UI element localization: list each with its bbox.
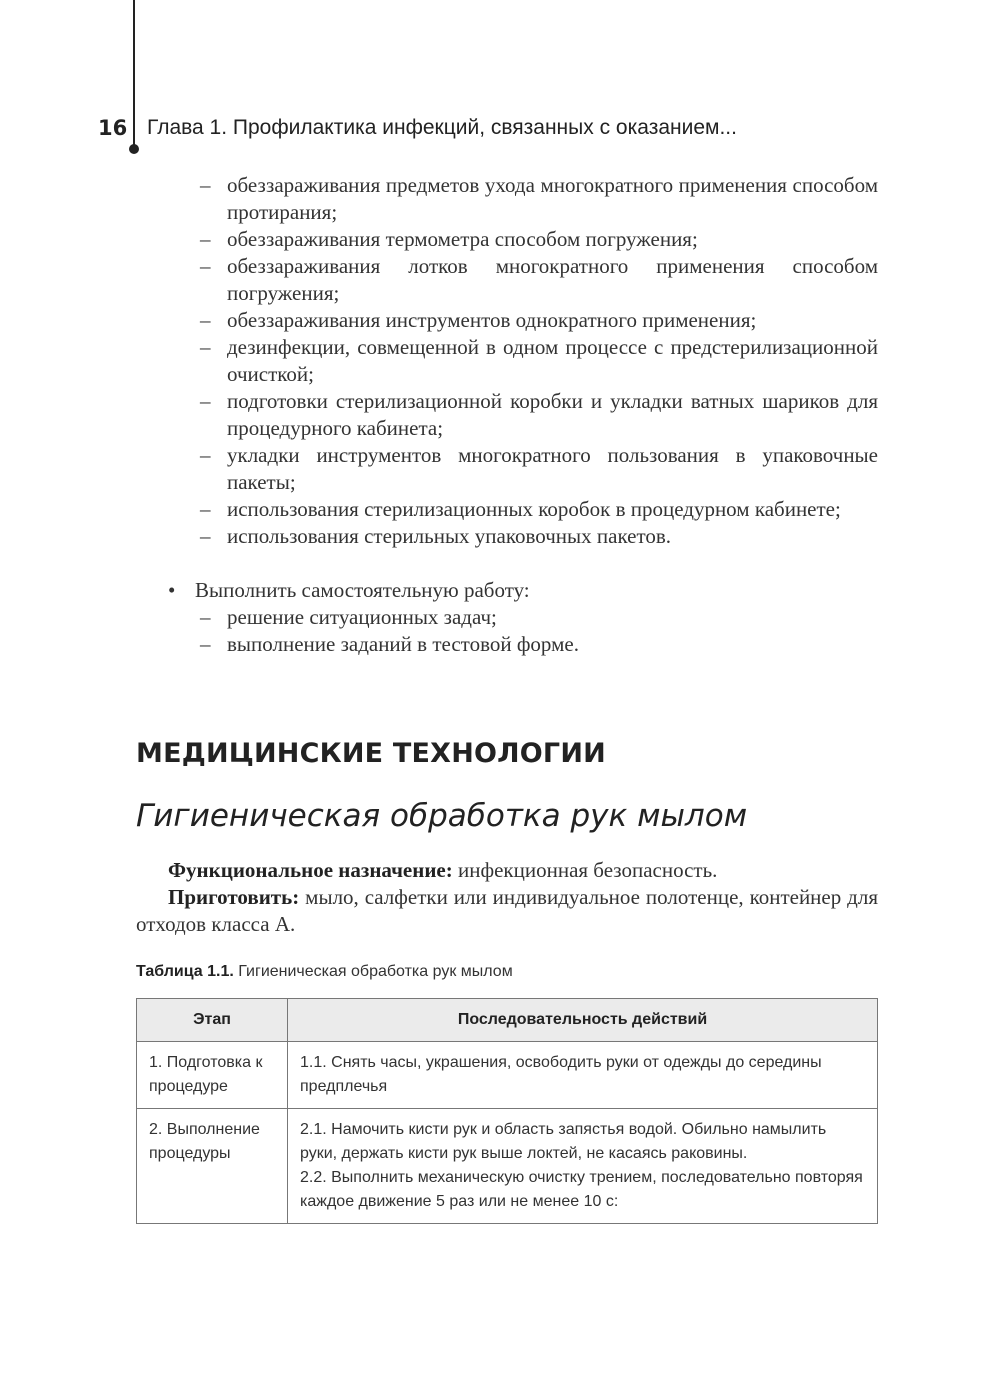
subsection-title: Гигиеническая обработка рук мылом	[136, 798, 748, 834]
bullet-text: Выполнить самостоятельную работу:	[195, 578, 530, 602]
prepare-text: мыло, салфетки или индивидуальное полотенце, контейнер для отходов класса А.	[136, 885, 878, 936]
stage-cell: 2. Выполнение процедуры	[137, 1109, 288, 1224]
list-item: – обеззараживания инструментов однократного применения;	[200, 307, 878, 334]
table-caption	[136, 963, 513, 981]
prepare-label: Приготовить:	[168, 885, 300, 909]
table-caption-label: Таблица 1.1.	[136, 963, 234, 980]
bullet-item	[168, 577, 878, 604]
margin-rule	[133, 0, 135, 148]
purpose-paragraph	[136, 857, 878, 884]
header-actions: Последовательность действий	[288, 999, 878, 1042]
purpose-label: Функциональное назначение:	[168, 858, 453, 882]
actions-cell	[288, 1042, 878, 1109]
header-stage: Этап	[137, 999, 288, 1042]
table-header-row	[137, 999, 878, 1042]
stage-cell: 1. Подготовка к процедуре	[137, 1042, 288, 1109]
dash-list	[200, 172, 878, 550]
list-item: – обеззараживания лотков многократного применения способом погружения;	[200, 253, 878, 307]
action-text: 2.2. Выполнить механическую очистку трением, последовательно повторяя каждое движение 5 раз или не менее 10 с:	[300, 1169, 863, 1210]
action-text: 1.1. Снять часы, украшения, освободить руки от одежды до середины предплечья	[300, 1054, 822, 1095]
list-item: – выполнение заданий в тестовой форме.	[200, 631, 878, 658]
section-title: МЕДИЦИНСКИЕ ТЕХНОЛОГИИ	[136, 738, 606, 769]
action-text: 2.1. Намочить кисти рук и область запястья водой. Обильно намылить руки, держать кисти рук выше локтей, не касаясь раковины.	[300, 1121, 827, 1162]
list-item: – использования стерильных упаковочных пакетов.	[200, 523, 878, 550]
sub-dash-list	[200, 604, 878, 658]
list-item: – обеззараживания термометра способом погружения;	[200, 226, 878, 253]
purpose-text: инфекционная безопасность.	[452, 858, 718, 882]
table-row	[137, 1109, 878, 1224]
page-number: 16	[98, 116, 128, 140]
table-caption-text: Гигиеническая обработка рук мылом	[233, 963, 513, 980]
list-item: – использования стерилизационных коробок в процедурном кабинете;	[200, 496, 878, 523]
prepare-paragraph	[136, 884, 878, 938]
table-row	[137, 1042, 878, 1109]
actions-cell	[288, 1109, 878, 1224]
list-item: – дезинфекции, совмещенной в одном процессе с предстерилизационной очисткой;	[200, 334, 878, 388]
margin-rule-dot	[129, 144, 139, 154]
list-item: – подготовки стерилизационной коробки и укладки ватных шариков для процедурного кабинета;	[200, 388, 878, 442]
list-item: – решение ситуационных задач;	[200, 604, 878, 631]
list-item: – укладки инструментов многократного пользования в упаковочные пакеты;	[200, 442, 878, 496]
bullet-icon: •	[168, 578, 176, 602]
procedure-table	[136, 998, 878, 1224]
running-head: Глава 1. Профилактика инфекций, связанных с оказанием...	[147, 116, 737, 139]
list-item: – обеззараживания предметов ухода многократного применения способом протирания;	[200, 172, 878, 226]
